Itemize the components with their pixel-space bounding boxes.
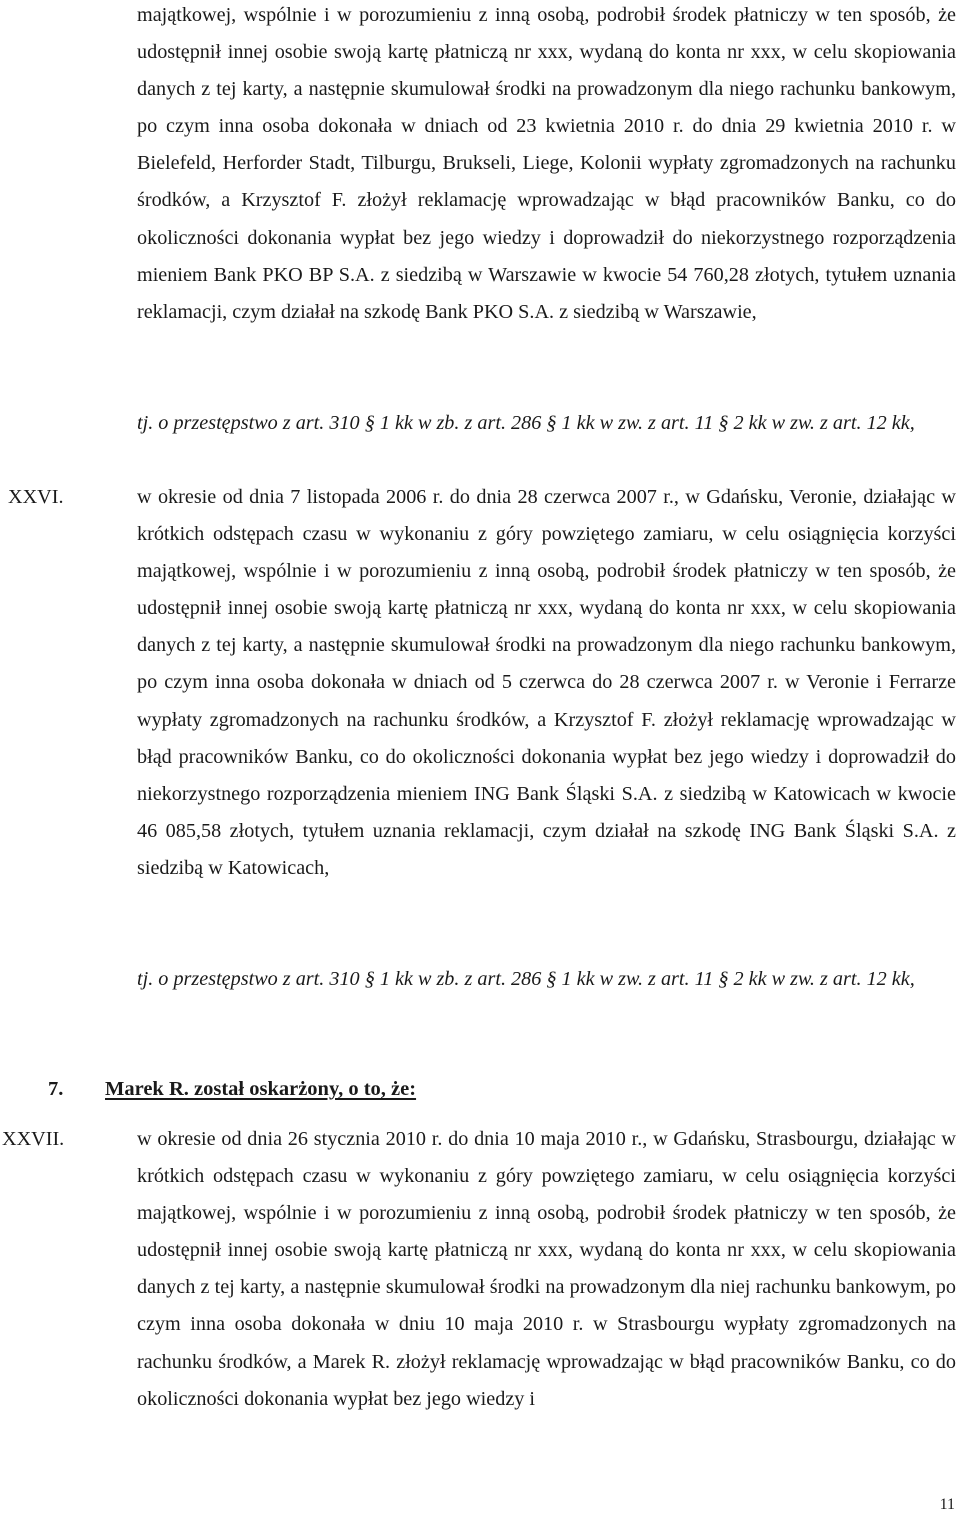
count-xxvii-paragraph: w okresie od dnia 26 stycznia 2010 r. do dnia 10 maja 2010 r., w Gdańsku, Strasbourgu, działając w krótkich odstępach czasu w wykonaniu z góry powziętego zamiaru, w celu osiągnięcia korzyści majątkowej, wspólnie i w porozumieniu z inną osobą, podrobił środek płatniczy w ten sposób, że udostępnił innej osobie swoją kartę płatniczą nr xxx, wydaną do konta nr xxx, w celu skopiowania danych z tej karty, a następnie skumulował środki na prowadzonym dla niej rachunku bankowym, po czym inna osoba dokonała w dniu 10 maja 2010 r. w Strasbourgu wypłaty zgromadzonych na rachunku środków, a Marek R. złożył reklamację wprowadzając w błąd pracowników Banku, co do okoliczności dokonania wypłat bez jego wiedzy i xyxy=(137,1128,956,1410)
page-number: 11 xyxy=(939,1496,955,1513)
section-number: 7. xyxy=(48,1078,64,1100)
section-heading xyxy=(48,1074,416,1104)
count-numeral-xxvii: XXVII. xyxy=(2,1128,65,1150)
legal-qualification: tj. o przestępstwo z art. 310 § 1 kk w zb. z art. 286 § 1 kk w zw. z art. 11 § 2 kk w zw. z art. 12 kk, xyxy=(137,412,915,434)
count-numeral-xxvi: XXVI. xyxy=(8,486,64,508)
section-title: Marek R. został oskarżony, o to, że: xyxy=(105,1078,417,1100)
count-xxvi-legal-qualification: tj. o przestępstwo z art. 310 § 1 kk w zb. z art. 286 § 1 kk w zw. z art. 11 § 2 kk w zw. z art. 12 kk, xyxy=(137,968,915,990)
charge-continuation-paragraph: majątkowej, wspólnie i w porozumieniu z inną osobą, podrobił środek płatniczy w ten sposób, że udostępnił innej osobie swoją kartę płatniczą nr xxx, wydaną do konta nr xxx, w celu skopiowania danych z tej karty, a następnie skumulował środki na prowadzonym dla niego rachunku bankowym, po czym inna osoba dokonała w dniach od 23 kwietnia 2010 r. do dnia 29 kwietnia 2010 r. w Bielefeld, Herforder Stadt, Tilburgu, Brukseli, Liege, Kolonii wypłaty zgromadzonych na rachunku środków, a Krzysztof F. złożył reklamację wprowadzając w błąd pracowników Banku, co do okoliczności dokonania wypłat bez jego wiedzy i doprowadził do niekorzystnego rozporządzenia mieniem Bank PKO BP S.A. z siedzibą w Warszawie w kwocie 54 760,28 złotych, tytułem uznania reklamacji, czym działał na szkodę Bank PKO S.A. z siedzibą w Warszawie, xyxy=(137,4,956,323)
count-xxvi-paragraph: w okresie od dnia 7 listopada 2006 r. do dnia 28 czerwca 2007 r., w Gdańsku, Veronie, działając w krótkich odstępach czasu w wykonaniu z góry powziętego zamiaru, w celu osiągnięcia korzyści majątkowej, wspólnie i w porozumieniu z inną osobą, podrobił środek płatniczy w ten sposób, że udostępnił innej osobie swoją kartę płatniczą nr xxx, wydaną do konta nr xxx, w celu skopiowania danych z tej karty, a następnie skumulował środki na prowadzonym dla niego rachunku bankowym, po czym inna osoba dokonała w dniach od 5 czerwca do 28 czerwca 2007 r. w Veronie i Ferrarze wypłaty zgromadzonych na rachunku środków, a Krzysztof F. złożył reklamację wprowadzając w błąd pracowników Banku, co do okoliczności dokonania wypłat bez jego wiedzy i doprowadził do niekorzystnego rozporządzenia mieniem ING Bank Śląski S.A. z siedzibą w Katowicach w kwocie 46 085,58 złotych, tytułem uznania reklamacji, czym działał na szkodę ING Bank Śląski S.A. z siedzibą w Katowicach, xyxy=(137,486,956,879)
